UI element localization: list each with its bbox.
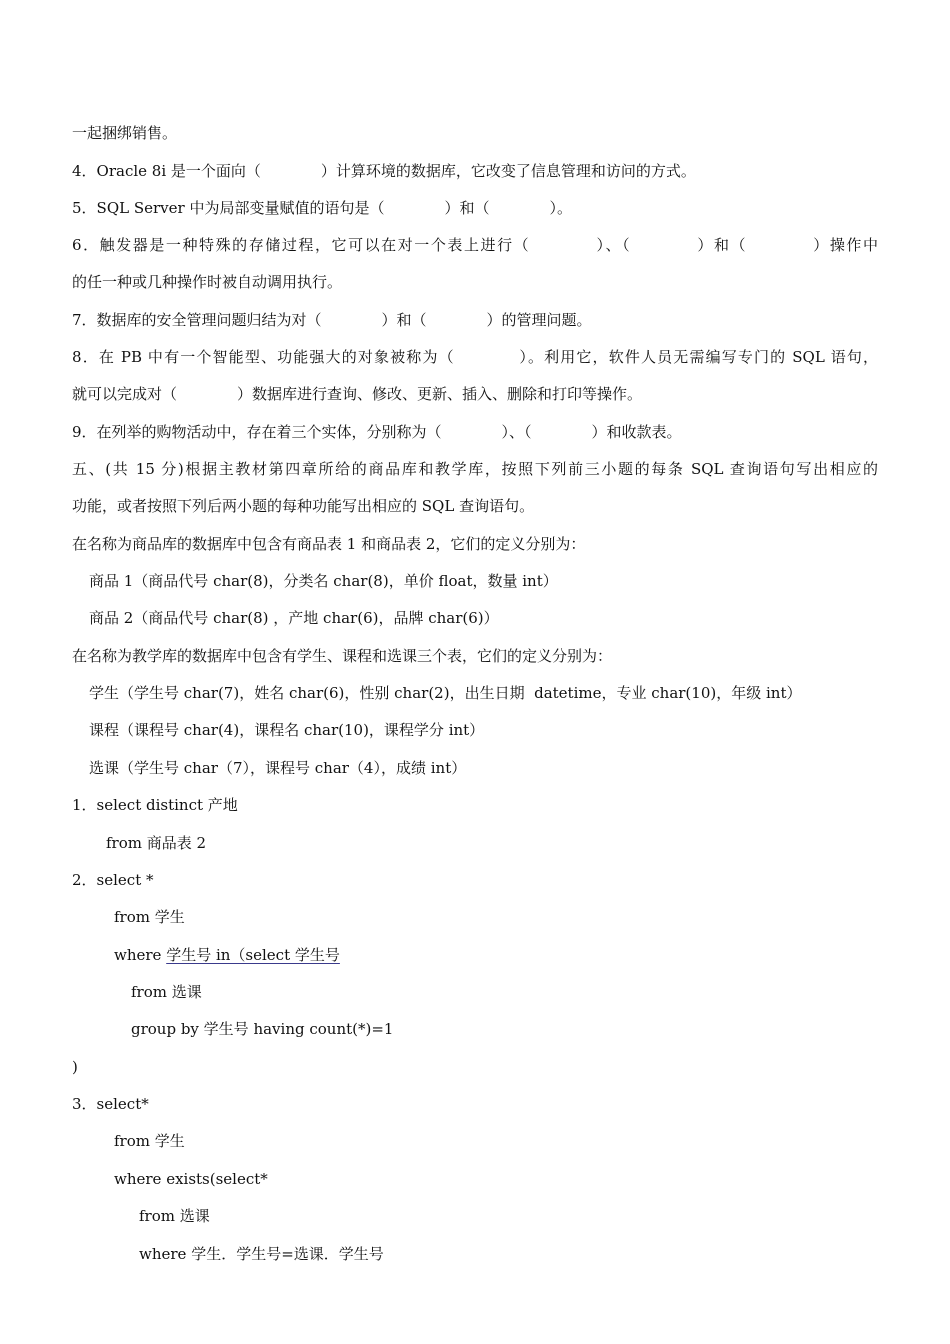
text-line: 一起捆绑销售。: [72, 124, 178, 142]
sql-line: ): [72, 1058, 78, 1076]
question-7: 7．数据库的安全管理问题归结为对（ ）和（ ）的管理问题。: [72, 311, 592, 329]
sql-line: where 学生．学生号=选课．学生号: [139, 1245, 384, 1263]
sql-line: where exists(select*: [114, 1170, 268, 1188]
sql-line: from 选课: [131, 983, 202, 1001]
question-8-cont: 就可以完成对（ ）数据库进行查询、修改、更新、插入、删除和打印等操作。: [72, 385, 643, 403]
sql-keyword: where: [114, 946, 167, 964]
section-5-heading: 五、(共 15 分)根据主教材第四章所给的商品库和教学库，按照下列前三小题的每条 SQL 查询语句写出相应的: [72, 460, 878, 478]
table-def-enroll: 选课（学生号 char（7），课程号 char（4），成绩 int）: [89, 759, 467, 777]
text-line: 在名称为教学库的数据库中包含有学生、课程和选课三个表，它们的定义分别为：: [72, 647, 613, 665]
question-8: 8．在 PB 中有一个智能型、功能强大的对象被称为（ ）。利用它，软件人员无需编写专门的 SQL 语句，: [72, 348, 878, 366]
sql-line: group by 学生号 having count(*)=1: [131, 1020, 394, 1038]
sql-line: 2．select *: [72, 871, 154, 889]
section-5-heading-cont: 功能，或者按照下列后两小题的每种功能写出相应的 SQL 查询语句。: [72, 497, 535, 515]
sql-line: from 选课: [139, 1207, 210, 1225]
sql-line: [114, 945, 878, 965]
table-def-course: 课程（课程号 char(4)，课程名 char(10)，课程学分 int）: [89, 721, 485, 739]
sql-line: from 学生: [114, 908, 185, 926]
question-6-cont: 的任一种或几种操作时被自动调用执行。: [72, 273, 343, 291]
sql-line: 1．select distinct 产地: [72, 796, 238, 814]
sql-line: 3．select*: [72, 1095, 149, 1113]
question-4: 4．Oracle 8i 是一个面向（ ）计算环境的数据库，它改变了信息管理和访问的方式。: [72, 162, 696, 180]
sql-line: from 学生: [114, 1132, 185, 1150]
question-9: 9．在列举的购物活动中，存在着三个实体，分别称为（ ）、（ ）和收款表。: [72, 423, 682, 441]
sql-line: from 商品表 2: [106, 834, 207, 852]
text-line: 在名称为商品库的数据库中包含有商品表 1 和商品表 2，它们的定义分别为：: [72, 535, 586, 553]
table-def-goods2: 商品 2（商品代号 char(8) ，产地 char(6)，品牌 char(6)）: [89, 609, 499, 627]
underlined-subquery: 学生号 in（select 学生号: [166, 946, 340, 964]
question-5: 5．SQL Server 中为局部变量赋值的语句是（ ）和（ ）。: [72, 199, 572, 217]
table-def-goods1: 商品 1（商品代号 char(8)，分类名 char(8)，单价 float，数量 int）: [89, 572, 558, 590]
question-6: 6．触发器是一种特殊的存储过程，它可以在对一个表上进行（ ）、（ ）和（ ）操作中: [72, 236, 878, 254]
table-def-student: 学生（学生号 char(7)，姓名 char(6)，性别 char(2)，出生日期 datetime，专业 char(10)，年级 int）: [89, 684, 802, 702]
